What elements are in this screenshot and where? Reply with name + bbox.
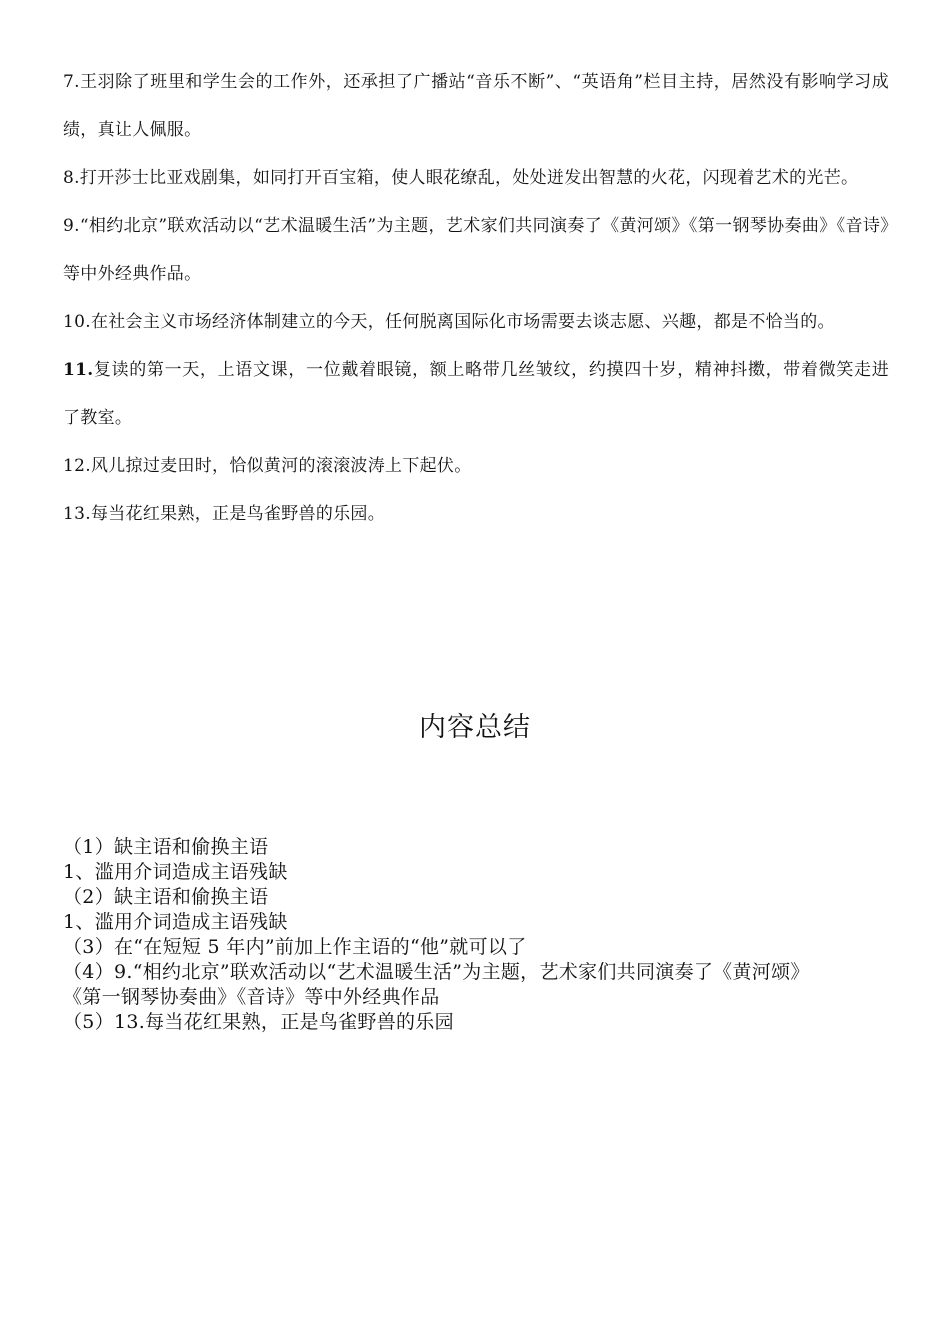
item-text: 打开莎士比亚戏剧集，如同打开百宝箱，使人眼花缭乱，处处迸发出智慧的火花，闪现着艺术的光芒。 xyxy=(79,168,859,188)
summary-line: 1、滥用介词造成主语残缺 xyxy=(63,861,288,883)
item-text: 每当花红果熟，正是鸟雀野兽的乐园。 xyxy=(90,504,386,524)
item-number: 9. xyxy=(63,216,80,236)
item-number: 13. xyxy=(63,504,91,524)
sentence-item-8 xyxy=(63,154,889,202)
summary-line: （1）缺主语和偷换主语 xyxy=(63,836,269,858)
summary-line: （3）在“在短短 5 年内”前加上作主语的“他”就可以了 xyxy=(63,936,527,958)
summary-line: 1、滥用介词造成主语残缺 xyxy=(63,911,288,933)
item-text: 复读的第一天，上语文课，一位戴着眼镜，额上略带几丝皱纹，约摸四十岁，精神抖擞，带着微笑走进了教室。 xyxy=(63,360,889,428)
sentence-item-10 xyxy=(63,298,889,346)
sentence-item-9 xyxy=(63,202,889,298)
item-text: 在社会主义市场经济体制建立的今天，任何脱离国际化市场需要去谈志愿、兴趣，都是不恰当的。 xyxy=(90,312,835,332)
item-number: 11. xyxy=(63,360,94,380)
item-text: “相约北京”联欢活动以“艺术温暖生活”为主题，艺术家们共同演奏了《黄河颂》《第一钢琴协奏曲》《音诗》等中外经典作品。 xyxy=(63,216,889,284)
item-number: 8. xyxy=(63,168,80,188)
item-text: 王羽除了班里和学生会的工作外，还承担了广播站“音乐不断”、“英语角”栏目主持，居然没有影响学习成绩，真让人佩服。 xyxy=(63,72,889,140)
summary-line: （2）缺主语和偷换主语 xyxy=(63,886,269,908)
item-number: 10. xyxy=(63,312,91,332)
sentence-item-11 xyxy=(63,346,889,442)
item-number: 12. xyxy=(63,456,91,476)
summary-list xyxy=(63,835,863,1035)
summary-line: 《第一钢琴协奏曲》《音诗》等中外经典作品 xyxy=(63,986,440,1008)
sentence-item-13 xyxy=(63,490,889,538)
sentence-item-12 xyxy=(63,442,889,490)
sentence-list xyxy=(63,58,889,538)
summary-line: （5）13.每当花红果熟，正是鸟雀野兽的乐园 xyxy=(63,1011,454,1033)
sentence-item-7 xyxy=(63,58,889,154)
item-text: 风儿掠过麦田时，恰似黄河的滚滚波涛上下起伏。 xyxy=(90,456,472,476)
item-number: 7. xyxy=(63,72,80,92)
summary-line: （4）9.“相约北京”联欢活动以“艺术温暖生活”为主题，艺术家们共同演奏了《黄河颂》 xyxy=(63,961,810,983)
summary-title: 内容总结 xyxy=(419,712,531,743)
